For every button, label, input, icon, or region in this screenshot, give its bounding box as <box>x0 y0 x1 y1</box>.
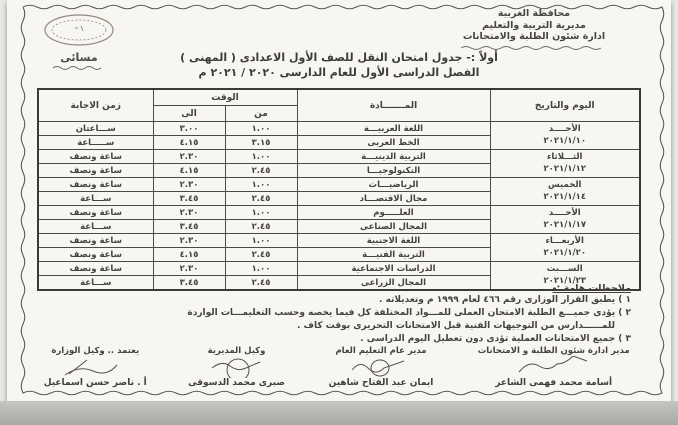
notes-heading: ملاحظات هامة :- <box>552 283 631 294</box>
table-row <box>38 234 640 248</box>
time-from-cell: ١.٠٠ <box>225 178 297 192</box>
time-to-cell: ٢.٣٠ <box>153 206 225 220</box>
duration-cell: ســـاعتان <box>38 122 153 136</box>
time-to-cell: ٤.١٥ <box>153 136 225 150</box>
time-from-cell: ١.٠٠ <box>225 150 297 164</box>
day-date: ٢٠٢١/١/٢٣ <box>543 275 587 286</box>
table-row <box>38 206 640 220</box>
day-date: ٢٠٢١/١/١٠ <box>543 135 587 146</box>
header-subject: المـــــــادة <box>297 89 490 122</box>
time-to-cell: ٢.٣٠ <box>153 150 225 164</box>
signature-name: ايمان عبد الفتاح شاهين <box>328 378 434 388</box>
important-notes <box>37 283 631 346</box>
signature-block <box>23 346 651 388</box>
subject-cell: التربية الدينيـــة <box>297 150 490 164</box>
subject-cell: الخط العربى <box>297 136 490 150</box>
day-date-cell <box>490 178 640 206</box>
time-from-cell: ٢.٤٥ <box>225 276 297 291</box>
subject-cell: الرياضيـــات <box>297 178 490 192</box>
day-date-cell <box>490 206 640 234</box>
day-date: ٢٠٢١/١/١٢ <box>543 163 587 174</box>
time-to-cell: ٣.٤٥ <box>153 192 225 206</box>
note-item: ٣ ) جميع الامتحانات العملية تؤدى دون تعطيل اليوم الدراسى . <box>360 334 631 344</box>
time-to-cell: ٢.٣٠ <box>153 262 225 276</box>
time-from-cell: ١.٠٠ <box>225 206 297 220</box>
signature-title: مدير عام التعليم العام <box>335 346 427 356</box>
table-row <box>38 122 640 136</box>
time-to-cell: ٣.٠٠ <box>153 122 225 136</box>
signature-scribble-icon <box>59 356 131 378</box>
time-from-cell: ٢.٤٥ <box>225 192 297 206</box>
day-date: ٢٠٢١/١/٢٠ <box>543 247 587 258</box>
signature-title: وكيل المديرية <box>207 346 266 356</box>
time-to-cell: ٢.٣٠ <box>153 178 225 192</box>
header-time: الوقت <box>153 89 297 106</box>
time-from-cell: ١.٠٠ <box>225 262 297 276</box>
duration-cell: ســـاعة <box>38 220 153 234</box>
duration-cell: ساعة ونصف <box>38 248 153 262</box>
schedule-table-wrap <box>7 88 671 291</box>
duration-cell: ساعة ونصف <box>38 178 153 192</box>
title-line-1: أولاً :- جدول امتحان النقل للصف الأول الاعدادى ( المهنى ) <box>180 51 498 64</box>
subject-cell: اللغة العربيـــة <box>297 122 490 136</box>
time-to-cell: ٢.٣٠ <box>153 234 225 248</box>
signature-name: أسامة محمد فهمى الشاعر <box>495 378 613 388</box>
note-item: ١ ) يطبق القرار الوزارى رقم ٤٦٦ لعام ١٩٩٩ م وتعديلاته . <box>379 295 631 305</box>
scanned-paper <box>7 0 671 402</box>
signature-title: يعتمد .. وكيل الوزارة <box>51 346 140 356</box>
time-from-cell: ٣.١٥ <box>225 136 297 150</box>
time-to-cell: ٤.١٥ <box>153 164 225 178</box>
note-item: ٢ ) يؤدى جميـــع الطلبة الامتحان العملى للمـــواد المختلفة كل فيما يخصه وحسب التعليمـــات الواردة <box>187 308 631 318</box>
letterhead <box>459 8 609 52</box>
header-time-to: الى <box>153 106 225 122</box>
day-name: الأحــــد <box>548 124 581 134</box>
letterhead-directorate: مديرية التربية والتعليم <box>482 19 586 31</box>
exam-schedule-table <box>37 88 641 291</box>
duration-cell: ساعة ونصف <box>38 262 153 276</box>
signature-name: صبرى محمد الدسوقى <box>188 378 285 388</box>
day-date: ٢٠٢١/١/١٧ <box>543 219 587 230</box>
duration-cell: ســـاعة <box>38 192 153 206</box>
header-duration: زمن الاجابة <box>38 89 153 122</box>
table-row <box>38 150 640 164</box>
day-date-cell <box>490 122 640 150</box>
signature-directorate-deputy <box>167 346 305 388</box>
day-name: الأحــــد <box>548 208 581 218</box>
duration-cell: ساعة ونصف <box>38 164 153 178</box>
duration-cell: ساعة ونصف <box>38 234 153 248</box>
document-title <box>7 50 671 80</box>
signature-scribble-icon <box>346 356 416 378</box>
title-line-2: الفصل الدراسى الأول للعام الدارسى ٢٠٢٠ / ٢٠٢١ م <box>198 66 480 79</box>
day-date-cell <box>490 150 640 178</box>
time-from-cell: ١.٠٠ <box>225 234 297 248</box>
signature-ministry-deputy <box>23 346 167 388</box>
letterhead-administration: ادارة شئون الطلبة والامتحانات <box>462 31 606 42</box>
note-item-continuation: للمــــــدارس من التوجيهات الفنية قبل الامتحانات التحريرى بوقت كاف . <box>296 321 615 331</box>
duration-cell: ســـــاعة <box>38 136 153 150</box>
time-from-cell: ٢.٤٥ <box>225 164 297 178</box>
stamp-label: مسائى <box>60 51 98 64</box>
signature-title: مدير ادارة شئون الطلبة و الامتحانات <box>477 346 630 356</box>
header-day-date: اليوم والتاريخ <box>490 89 640 122</box>
table-row <box>38 262 640 276</box>
day-name: الأربعـــاء <box>545 236 584 246</box>
oval-stamp-icon <box>37 12 121 50</box>
time-from-cell: ٢.٤٥ <box>225 248 297 262</box>
duration-cell: ساعة ونصف <box>38 206 153 220</box>
time-to-cell: ٣.٤٥ <box>153 220 225 234</box>
subject-cell: مجال الاقتصـــاد <box>297 192 490 206</box>
day-name: الســـبت <box>546 264 583 274</box>
subject-cell: التربية الفنيـــة <box>297 248 490 262</box>
subject-cell: الدراسات الاجتماعية <box>297 262 490 276</box>
table-row <box>38 178 640 192</box>
day-name: الخميس <box>548 180 582 190</box>
day-date-cell <box>490 234 640 262</box>
duration-cell: ســـاعة <box>38 276 153 291</box>
subject-cell: التكنولوجيـــا <box>297 164 490 178</box>
subject-cell: المجال الزراعى <box>297 276 490 291</box>
day-name: الثـــلاثاء <box>547 152 583 162</box>
scanner-background <box>0 401 678 425</box>
signature-general-education-director <box>306 346 457 388</box>
letterhead-governorate: محافظة الغربية <box>497 8 571 19</box>
subject-cell: المجال الصناعى <box>297 220 490 234</box>
subject-cell: العلـــــوم <box>297 206 490 220</box>
time-from-cell: ٢.٤٥ <box>225 220 297 234</box>
time-to-cell: ٣.٤٥ <box>153 276 225 291</box>
duration-cell: ساعة ونصف <box>38 150 153 164</box>
signature-scribble-icon <box>515 356 593 378</box>
time-to-cell: ٤.١٥ <box>153 248 225 262</box>
day-date: ٢٠٢١/١/١٤ <box>543 191 587 202</box>
signature-scribble-icon <box>204 356 270 378</box>
header-time-from: من <box>225 106 297 122</box>
subject-cell: اللغة الاجنبية <box>297 234 490 248</box>
signature-exams-director <box>456 346 651 388</box>
signature-name: أ . ناصر حسن اسماعيل <box>43 378 147 388</box>
time-from-cell: ١.٠٠ <box>225 122 297 136</box>
